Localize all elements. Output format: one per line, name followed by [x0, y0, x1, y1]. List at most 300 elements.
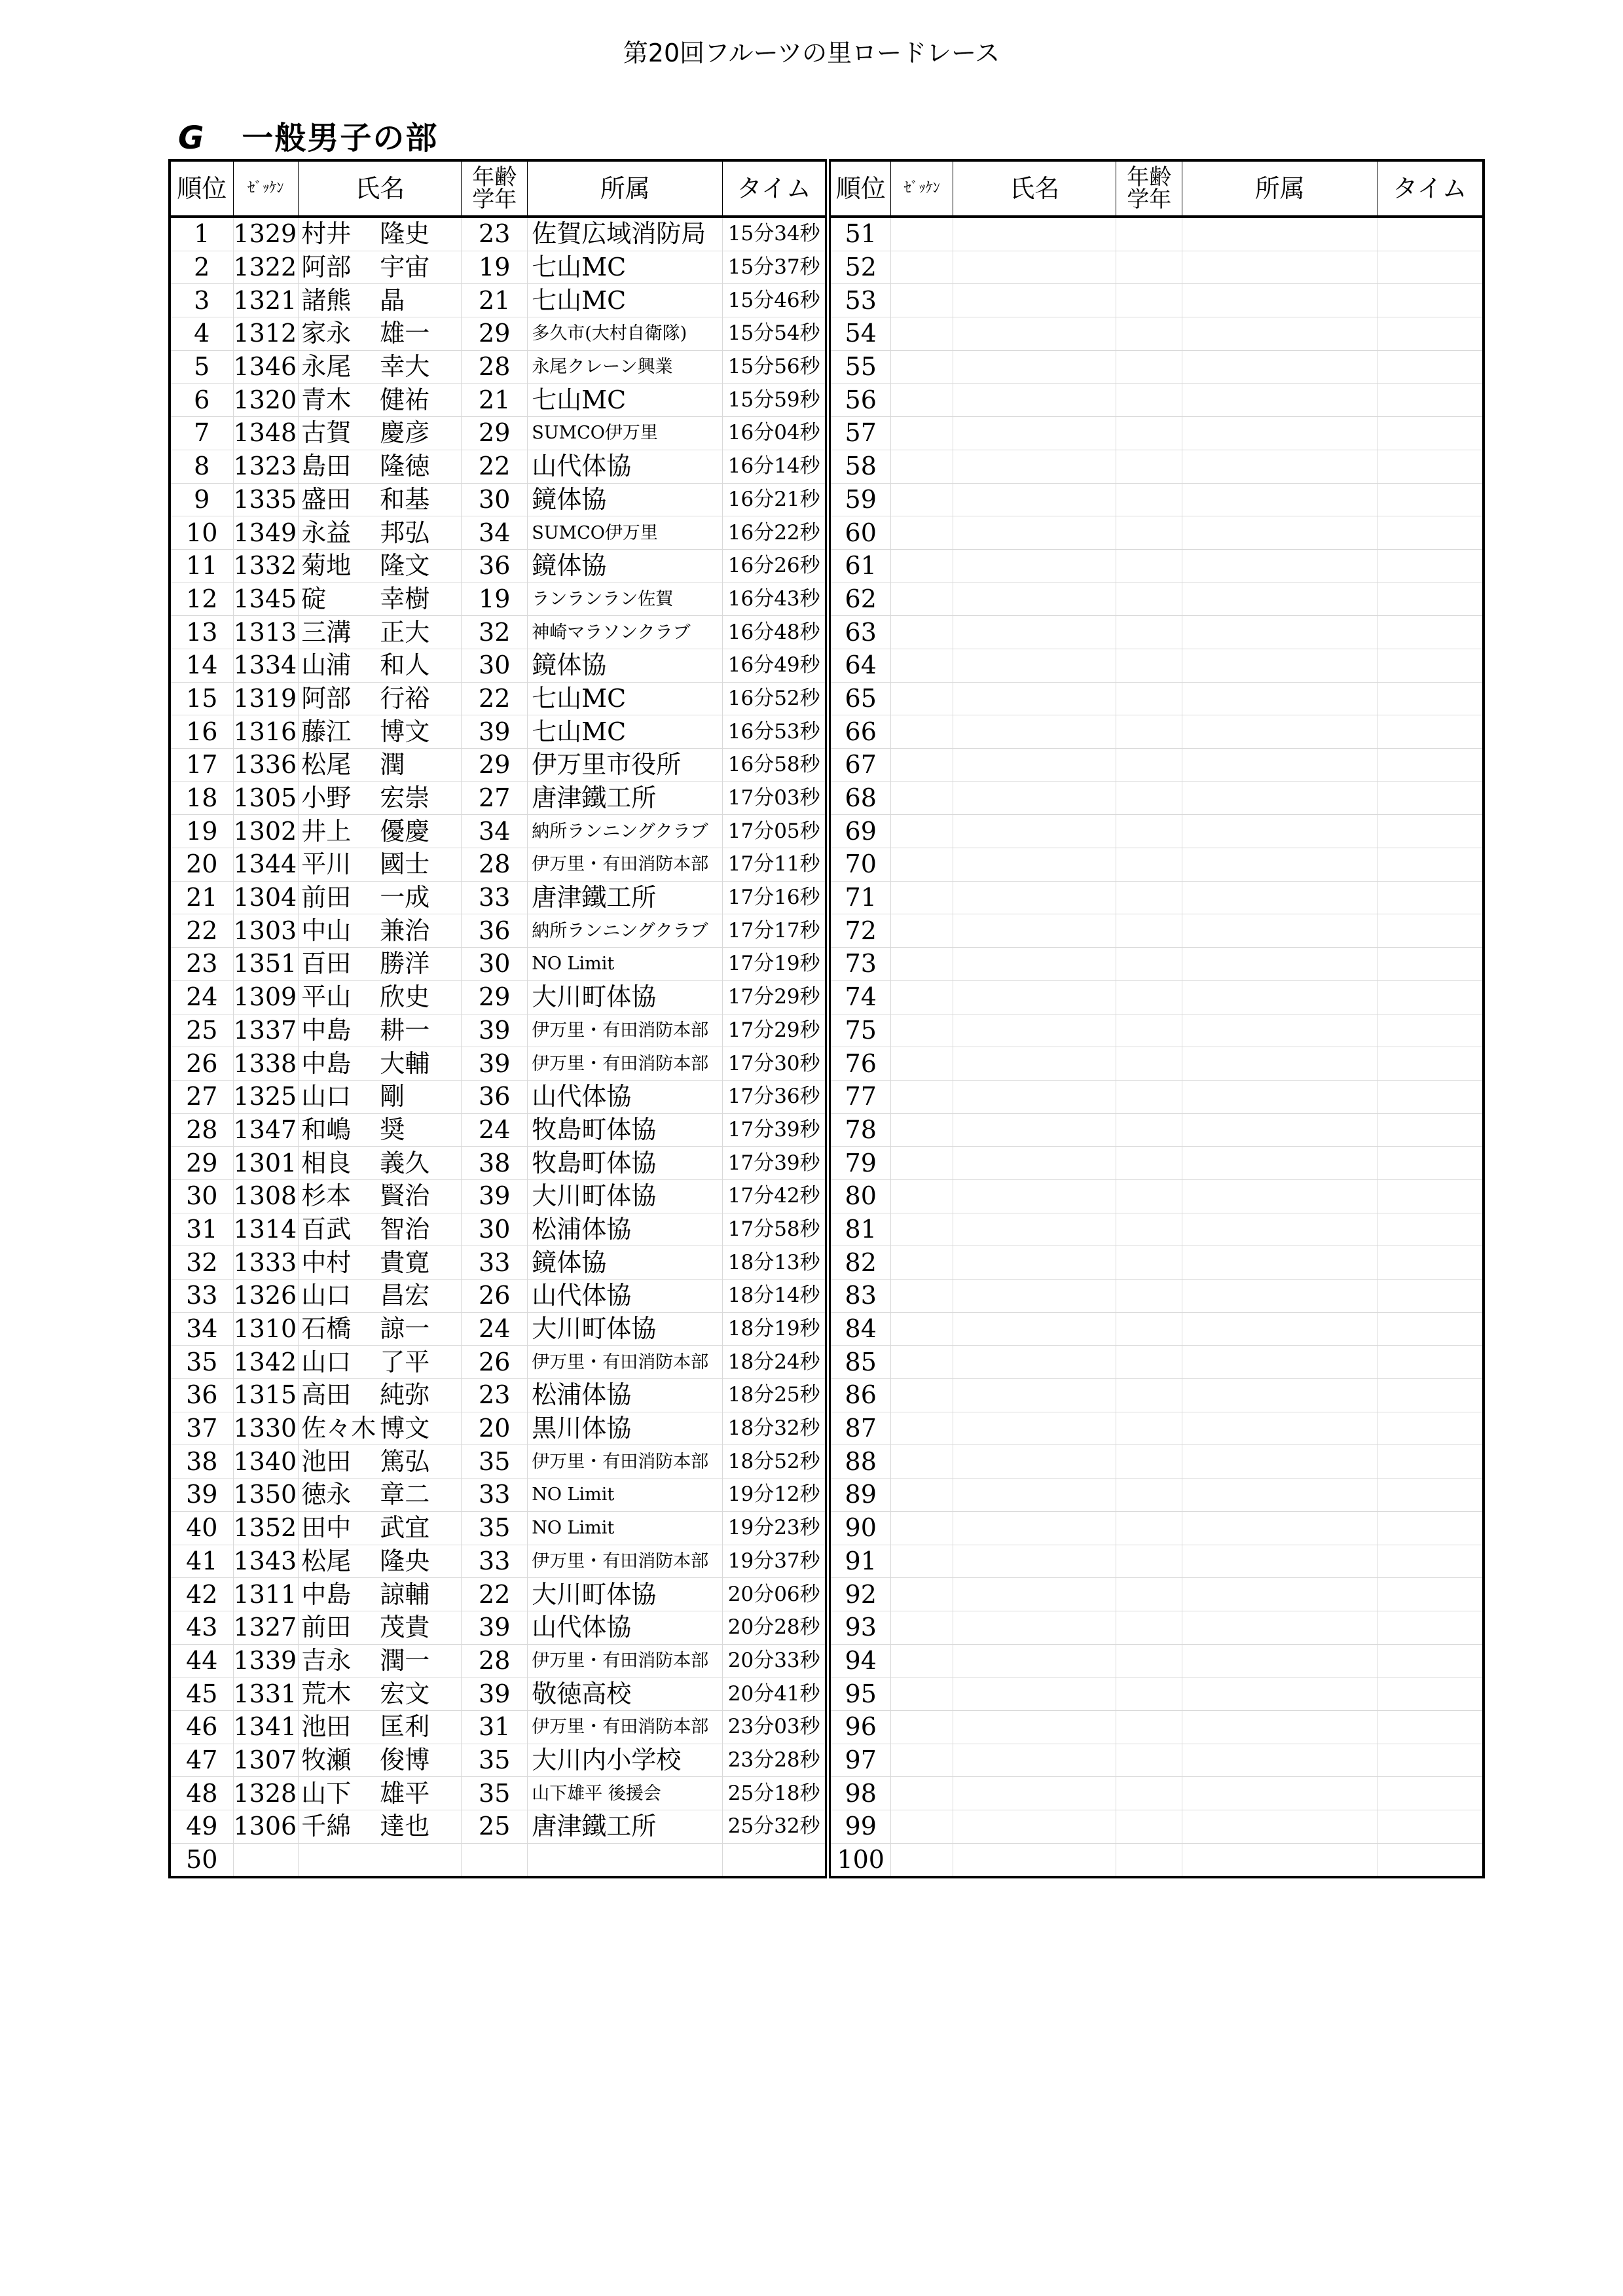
- time-cell-right: [1377, 1445, 1484, 1479]
- time-cell-right: [1377, 1179, 1484, 1213]
- table-row: [170, 1677, 1484, 1711]
- bib-cell: 1301: [233, 1147, 299, 1180]
- bib-cell: 1344: [233, 848, 299, 882]
- given-name: 宏文: [380, 1679, 430, 1708]
- time-cell: 18分32秒: [723, 1412, 828, 1445]
- age-cell: 27: [462, 781, 528, 815]
- time-cell: 17分58秒: [723, 1213, 828, 1246]
- affiliation-cell: [528, 1843, 723, 1877]
- affiliation-cell-right: [1182, 881, 1377, 914]
- time-cell: 17分29秒: [723, 1014, 828, 1047]
- time-cell-right: [1377, 516, 1484, 550]
- name-cell: [299, 1479, 462, 1512]
- age-cell: 30: [462, 483, 528, 516]
- bib-cell-right: [891, 384, 953, 417]
- age-cell-right: [1116, 450, 1182, 483]
- affiliation-cell-right: [1182, 715, 1377, 749]
- rank-cell-right: 96: [828, 1710, 891, 1744]
- surname: 牧瀬: [301, 1745, 352, 1774]
- time-cell: 18分19秒: [723, 1312, 828, 1346]
- affiliation-cell: 唐津鐵工所: [528, 881, 723, 914]
- name-cell-right: [953, 284, 1116, 317]
- table-row: [170, 1213, 1484, 1246]
- age-cell-right: [1116, 1744, 1182, 1777]
- table-row: [170, 1346, 1484, 1379]
- name-cell: [299, 914, 462, 948]
- affiliation-cell: 伊万里・有田消防本部: [528, 1047, 723, 1081]
- time-cell: 15分56秒: [723, 350, 828, 384]
- rank-cell-right: 64: [828, 649, 891, 682]
- rank-cell-right: 81: [828, 1213, 891, 1246]
- rank-cell-right: 70: [828, 848, 891, 882]
- rank-cell-right: 93: [828, 1611, 891, 1644]
- bib-cell: 1323: [233, 450, 299, 483]
- bib-cell-right: [891, 1147, 953, 1180]
- table-row: [170, 649, 1484, 682]
- affiliation-cell: NO Limit: [528, 948, 723, 981]
- header-time-right: タイム: [1377, 160, 1484, 217]
- time-cell: 20分28秒: [723, 1611, 828, 1644]
- rank-cell: 17: [170, 749, 233, 782]
- affiliation-cell: 神崎マラソンクラブ: [528, 616, 723, 649]
- table-row: [170, 1545, 1484, 1578]
- bib-cell: 1338: [233, 1047, 299, 1081]
- name-cell: [299, 881, 462, 914]
- age-cell-right: [1116, 1445, 1182, 1479]
- rank-cell-right: 56: [828, 384, 891, 417]
- bib-cell: 1309: [233, 980, 299, 1014]
- affiliation-cell-right: [1182, 1047, 1377, 1081]
- bib-cell-right: [891, 881, 953, 914]
- time-cell: 18分25秒: [723, 1379, 828, 1412]
- rank-cell: 50: [170, 1843, 233, 1877]
- surname: 荒木: [301, 1679, 352, 1708]
- time-cell: 18分24秒: [723, 1346, 828, 1379]
- rank-cell: 7: [170, 417, 233, 450]
- affiliation-cell-right: [1182, 1213, 1377, 1246]
- given-name: 正大: [380, 617, 430, 647]
- table-row: [170, 682, 1484, 715]
- surname: 池田: [301, 1446, 352, 1476]
- results-table: [168, 159, 1485, 1878]
- affiliation-cell: 敬徳高校: [528, 1677, 723, 1711]
- name-cell-right: [953, 317, 1116, 351]
- affiliation-cell: ランランラン佐賀: [528, 583, 723, 616]
- name-cell-right: [953, 1246, 1116, 1280]
- time-cell: 25分32秒: [723, 1810, 828, 1844]
- surname: 百武: [301, 1214, 352, 1244]
- table-row: [170, 384, 1484, 417]
- affiliation-cell-right: [1182, 914, 1377, 948]
- time-cell-right: [1377, 781, 1484, 815]
- surname: 平山: [301, 982, 352, 1012]
- header-bib-right: ｾﾞｯｹﾝ: [891, 160, 953, 217]
- bib-cell-right: [891, 1644, 953, 1677]
- time-cell-right: [1377, 483, 1484, 516]
- affiliation-cell-right: [1182, 1511, 1377, 1545]
- given-name: 邦弘: [380, 518, 430, 547]
- time-cell-right: [1377, 1113, 1484, 1147]
- rank-cell-right: 100: [828, 1843, 891, 1877]
- time-cell-right: [1377, 549, 1484, 583]
- surname: 三溝: [301, 617, 352, 647]
- surname: 中島: [301, 1579, 352, 1609]
- age-cell-right: [1116, 583, 1182, 616]
- time-cell: 17分17秒: [723, 914, 828, 948]
- age-cell-right: [1116, 1810, 1182, 1844]
- affiliation-cell-right: [1182, 749, 1377, 782]
- time-cell: 16分48秒: [723, 616, 828, 649]
- rank-cell: 4: [170, 317, 233, 351]
- bib-cell: 1320: [233, 384, 299, 417]
- age-cell: 34: [462, 815, 528, 848]
- bib-cell: [233, 1843, 299, 1877]
- name-cell: [299, 848, 462, 882]
- rank-cell: 19: [170, 815, 233, 848]
- time-cell: 17分03秒: [723, 781, 828, 815]
- rank-cell: 45: [170, 1677, 233, 1711]
- rank-cell: 20: [170, 848, 233, 882]
- name-cell-right: [953, 384, 1116, 417]
- header-age-line1: 年齢: [472, 164, 517, 190]
- rank-cell: 25: [170, 1014, 233, 1047]
- rank-cell-right: 83: [828, 1280, 891, 1313]
- bib-cell: 1311: [233, 1578, 299, 1611]
- table-row: [170, 715, 1484, 749]
- given-name: 耕一: [380, 1015, 430, 1045]
- name-cell: [299, 1346, 462, 1379]
- age-cell-right: [1116, 815, 1182, 848]
- rank-cell: 15: [170, 682, 233, 715]
- bib-cell-right: [891, 1246, 953, 1280]
- rank-cell-right: 86: [828, 1379, 891, 1412]
- time-cell: 16分26秒: [723, 549, 828, 583]
- rank-cell-right: 60: [828, 516, 891, 550]
- age-cell-right: [1116, 980, 1182, 1014]
- rank-cell: 18: [170, 781, 233, 815]
- name-cell-right: [953, 1080, 1116, 1113]
- bib-cell-right: [891, 549, 953, 583]
- time-cell-right: [1377, 1777, 1484, 1810]
- rank-cell: 40: [170, 1511, 233, 1545]
- bib-cell-right: [891, 1744, 953, 1777]
- age-cell-right: [1116, 1147, 1182, 1180]
- age-cell: 24: [462, 1113, 528, 1147]
- affiliation-cell: 七山MC: [528, 251, 723, 284]
- table-row: [170, 251, 1484, 284]
- age-cell: 22: [462, 682, 528, 715]
- age-cell: 25: [462, 1810, 528, 1844]
- rank-cell-right: 72: [828, 914, 891, 948]
- rank-cell: 31: [170, 1213, 233, 1246]
- bib-cell: 1333: [233, 1246, 299, 1280]
- given-name: 篤弘: [380, 1446, 430, 1476]
- bib-cell-right: [891, 980, 953, 1014]
- age-cell: 26: [462, 1280, 528, 1313]
- name-cell-right: [953, 1545, 1116, 1578]
- name-cell: [299, 1213, 462, 1246]
- name-cell: [299, 1014, 462, 1047]
- bib-cell-right: [891, 1677, 953, 1711]
- header-affiliation: 所属: [528, 160, 723, 217]
- name-cell-right: [953, 1843, 1116, 1877]
- name-cell: [299, 1412, 462, 1445]
- name-cell-right: [953, 1611, 1116, 1644]
- time-cell: 18分14秒: [723, 1280, 828, 1313]
- time-cell: 16分58秒: [723, 749, 828, 782]
- age-cell: 29: [462, 980, 528, 1014]
- given-name: 一成: [380, 883, 430, 912]
- time-cell: 17分16秒: [723, 881, 828, 914]
- rank-cell-right: 78: [828, 1113, 891, 1147]
- bib-cell-right: [891, 948, 953, 981]
- rank-cell-right: 94: [828, 1644, 891, 1677]
- affiliation-cell-right: [1182, 1611, 1377, 1644]
- affiliation-cell: 大川内小学校: [528, 1744, 723, 1777]
- document-title: 第20回フルーツの里ロードレース: [623, 39, 1000, 67]
- rank-cell: 5: [170, 350, 233, 384]
- age-cell-right: [1116, 1677, 1182, 1711]
- rank-cell: 12: [170, 583, 233, 616]
- time-cell-right: [1377, 616, 1484, 649]
- surname: 山浦: [301, 651, 352, 680]
- rank-cell-right: 80: [828, 1179, 891, 1213]
- time-cell-right: [1377, 251, 1484, 284]
- time-cell-right: [1377, 1810, 1484, 1844]
- name-cell-right: [953, 848, 1116, 882]
- name-cell-right: [953, 417, 1116, 450]
- time-cell-right: [1377, 217, 1484, 251]
- bib-cell: 1321: [233, 284, 299, 317]
- bib-cell-right: [891, 1379, 953, 1412]
- surname: 井上: [301, 816, 352, 846]
- age-cell-right: [1116, 516, 1182, 550]
- affiliation-cell: NO Limit: [528, 1511, 723, 1545]
- age-cell: 38: [462, 1147, 528, 1180]
- bib-cell-right: [891, 1312, 953, 1346]
- rank-cell-right: 87: [828, 1412, 891, 1445]
- table-row: [170, 1611, 1484, 1644]
- section-letter: G: [178, 120, 206, 156]
- name-cell: [299, 1744, 462, 1777]
- given-name: 幸大: [380, 352, 430, 382]
- affiliation-cell-right: [1182, 1545, 1377, 1578]
- bib-cell-right: [891, 1545, 953, 1578]
- time-cell: 19分23秒: [723, 1511, 828, 1545]
- time-cell: 23分28秒: [723, 1744, 828, 1777]
- name-cell-right: [953, 1014, 1116, 1047]
- rank-cell-right: 58: [828, 450, 891, 483]
- age-cell-right: [1116, 682, 1182, 715]
- age-cell: 22: [462, 1578, 528, 1611]
- name-cell: [299, 1677, 462, 1711]
- name-cell: [299, 1710, 462, 1744]
- age-cell: 36: [462, 1080, 528, 1113]
- name-cell: [299, 1578, 462, 1611]
- given-name: 潤一: [380, 1645, 430, 1675]
- table-row: [170, 1246, 1484, 1280]
- given-name: 博文: [380, 717, 430, 746]
- table-header-row: [170, 160, 1484, 217]
- given-name: 和人: [380, 651, 430, 680]
- table-row: [170, 1113, 1484, 1147]
- name-cell-right: [953, 516, 1116, 550]
- bib-cell: 1316: [233, 715, 299, 749]
- time-cell-right: [1377, 1047, 1484, 1081]
- age-cell: 28: [462, 350, 528, 384]
- given-name: 昌宏: [380, 1281, 430, 1310]
- table-row: [170, 1479, 1484, 1512]
- affiliation-cell: 大川町体協: [528, 980, 723, 1014]
- affiliation-cell: 伊万里・有田消防本部: [528, 1710, 723, 1744]
- age-cell-right: [1116, 781, 1182, 815]
- age-cell-right: [1116, 948, 1182, 981]
- time-cell: 18分13秒: [723, 1246, 828, 1280]
- bib-cell: 1306: [233, 1810, 299, 1844]
- age-cell: 32: [462, 616, 528, 649]
- header-age-line2: 学年: [1127, 187, 1172, 213]
- age-cell-right: [1116, 1479, 1182, 1512]
- affiliation-cell: 山下雄平 後援会: [528, 1777, 723, 1810]
- given-name: 剛: [380, 1082, 405, 1111]
- bib-cell-right: [891, 1179, 953, 1213]
- surname: 前田: [301, 1613, 352, 1642]
- rank-cell: 28: [170, 1113, 233, 1147]
- age-cell-right: [1116, 350, 1182, 384]
- age-cell: 30: [462, 649, 528, 682]
- bib-cell: 1346: [233, 350, 299, 384]
- affiliation-cell-right: [1182, 781, 1377, 815]
- age-cell-right: [1116, 1113, 1182, 1147]
- surname: 石橋: [301, 1314, 352, 1344]
- rank-cell: 13: [170, 616, 233, 649]
- rank-cell-right: 79: [828, 1147, 891, 1180]
- name-cell-right: [953, 217, 1116, 251]
- time-cell-right: [1377, 749, 1484, 782]
- affiliation-cell: 鏡体協: [528, 1246, 723, 1280]
- affiliation-cell-right: [1182, 350, 1377, 384]
- surname: 諸熊: [301, 285, 352, 315]
- bib-cell-right: [891, 649, 953, 682]
- time-cell: 19分37秒: [723, 1545, 828, 1578]
- time-cell-right: [1377, 1644, 1484, 1677]
- bib-cell-right: [891, 749, 953, 782]
- time-cell: 17分29秒: [723, 980, 828, 1014]
- age-cell-right: [1116, 616, 1182, 649]
- bib-cell-right: [891, 1611, 953, 1644]
- given-name: 博文: [380, 1414, 430, 1443]
- rank-cell-right: 76: [828, 1047, 891, 1081]
- affiliation-cell: 伊万里・有田消防本部: [528, 1014, 723, 1047]
- age-cell: 23: [462, 217, 528, 251]
- time-cell: 16分14秒: [723, 450, 828, 483]
- time-cell: 16分43秒: [723, 583, 828, 616]
- name-cell-right: [953, 1777, 1116, 1810]
- age-cell: 28: [462, 848, 528, 882]
- age-cell-right: [1116, 417, 1182, 450]
- table-row: [170, 1511, 1484, 1545]
- header-name: 氏名: [299, 160, 462, 217]
- given-name: 隆央: [380, 1546, 430, 1575]
- given-name: 了平: [380, 1347, 430, 1376]
- table-row: [170, 516, 1484, 550]
- age-cell: 30: [462, 948, 528, 981]
- given-name: 茂貴: [380, 1613, 430, 1642]
- rank-cell: 10: [170, 516, 233, 550]
- bib-cell: 1325: [233, 1080, 299, 1113]
- surname: 吉永: [301, 1645, 352, 1675]
- name-cell: [299, 350, 462, 384]
- name-cell-right: [953, 1511, 1116, 1545]
- surname: 杉本: [301, 1181, 352, 1211]
- affiliation-cell-right: [1182, 1379, 1377, 1412]
- name-cell: [299, 1280, 462, 1313]
- name-cell: [299, 317, 462, 351]
- affiliation-cell: 伊万里・有田消防本部: [528, 1346, 723, 1379]
- rank-cell-right: 89: [828, 1479, 891, 1512]
- header-time: タイム: [723, 160, 828, 217]
- age-cell-right: [1116, 715, 1182, 749]
- table-row: [170, 583, 1484, 616]
- affiliation-cell-right: [1182, 1810, 1377, 1844]
- age-cell: 28: [462, 1644, 528, 1677]
- time-cell-right: [1377, 682, 1484, 715]
- age-cell: 35: [462, 1777, 528, 1810]
- name-cell: [299, 251, 462, 284]
- age-cell-right: [1116, 317, 1182, 351]
- time-cell-right: [1377, 1014, 1484, 1047]
- name-cell: [299, 1843, 462, 1877]
- given-name: 武宜: [380, 1513, 430, 1543]
- time-cell-right: [1377, 1346, 1484, 1379]
- rank-cell-right: 85: [828, 1346, 891, 1379]
- affiliation-cell-right: [1182, 1246, 1377, 1280]
- time-cell-right: [1377, 417, 1484, 450]
- age-cell: 21: [462, 284, 528, 317]
- affiliation-cell: 佐賀広域消防局: [528, 217, 723, 251]
- time-cell-right: [1377, 1080, 1484, 1113]
- surname: 相良: [301, 1148, 352, 1177]
- bib-cell: 1342: [233, 1346, 299, 1379]
- rank-cell-right: 55: [828, 350, 891, 384]
- bib-cell-right: [891, 1445, 953, 1479]
- rank-cell-right: 62: [828, 583, 891, 616]
- affiliation-cell-right: [1182, 1113, 1377, 1147]
- name-cell: [299, 483, 462, 516]
- affiliation-cell-right: [1182, 649, 1377, 682]
- surname: 松尾: [301, 1546, 352, 1575]
- bib-cell: 1350: [233, 1479, 299, 1512]
- rank-cell-right: 99: [828, 1810, 891, 1844]
- age-cell-right: [1116, 217, 1182, 251]
- name-cell-right: [953, 1179, 1116, 1213]
- bib-cell: 1345: [233, 583, 299, 616]
- bib-cell-right: [891, 317, 953, 351]
- age-cell-right: [1116, 1080, 1182, 1113]
- given-name: 諒一: [380, 1314, 430, 1344]
- rank-cell: 1: [170, 217, 233, 251]
- name-cell: [299, 1080, 462, 1113]
- bib-cell-right: [891, 781, 953, 815]
- given-name: 隆史: [380, 219, 430, 249]
- affiliation-cell-right: [1182, 1710, 1377, 1744]
- bib-cell: 1348: [233, 417, 299, 450]
- age-cell-right: [1116, 1312, 1182, 1346]
- age-cell-right: [1116, 1246, 1182, 1280]
- given-name: 雄一: [380, 319, 430, 348]
- affiliation-cell-right: [1182, 1578, 1377, 1611]
- time-cell: 20分33秒: [723, 1644, 828, 1677]
